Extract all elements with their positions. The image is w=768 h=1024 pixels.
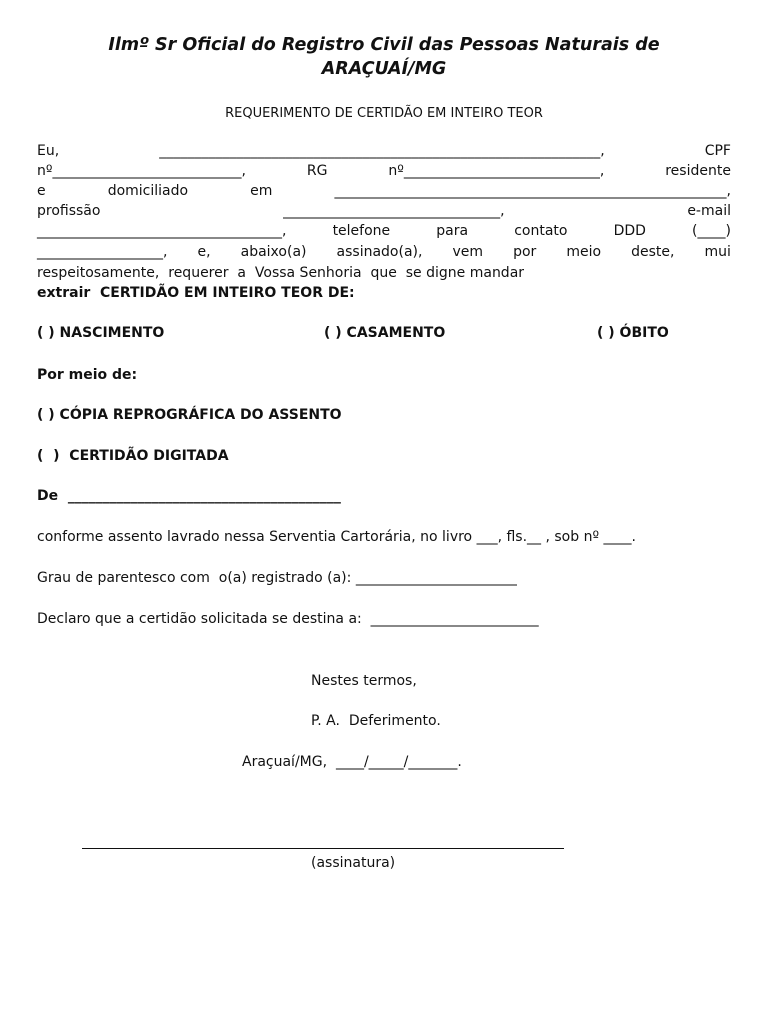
paragraph-line-4 (37, 201, 731, 221)
cpf-blank: nº___________________________, (37, 163, 246, 179)
email-blank: ___________________________________, (37, 223, 287, 239)
paragraph-line-6 (37, 242, 731, 262)
word: por (513, 244, 537, 260)
document-title-line2: ARAÇUAÍ/MG (321, 59, 447, 79)
word: meio (566, 244, 602, 260)
document-title-line1: Ilmº Sr Oficial do Registro Civil das Pessoas Naturais de (108, 35, 660, 55)
paragraph-line-3 (37, 181, 731, 201)
word: CPF (704, 143, 731, 159)
option-copia-reprografica[interactable]: ( ) CÓPIA REPROGRÁFICA DO ASSENTO (37, 407, 342, 423)
word: Eu, (37, 143, 60, 159)
word: e, (197, 244, 211, 260)
word: contato (514, 223, 568, 239)
word: abaixo(a) (240, 244, 307, 260)
word: RG (306, 163, 328, 179)
paragraph-line-7: respeitosamente, requerer a Vossa Senhoria que se digne mandar (37, 265, 525, 281)
paragraph-line-5 (37, 221, 731, 241)
phone-blank: __________________, (37, 244, 168, 260)
option-obito[interactable]: ( ) ÓBITO (597, 325, 669, 341)
option-certidao-digitada[interactable]: ( ) CERTIDÃO DIGITADA (37, 448, 229, 464)
word: vem (452, 244, 484, 260)
paragraph-line-1 (37, 141, 731, 161)
signature-line[interactable] (82, 848, 564, 849)
word: em (250, 183, 273, 199)
word: telefone (332, 223, 391, 239)
word: DDD (613, 223, 646, 239)
por-meio-de-label: Por meio de: (37, 367, 138, 383)
word: e (37, 183, 46, 199)
declaro-line[interactable]: Declaro que a certidão solicitada se destina a: ________________________ (37, 611, 539, 627)
document-subtitle: REQUERIMENTO DE CERTIDÃO EM INTEIRO TEOR (225, 106, 543, 121)
word: e-mail (687, 203, 731, 219)
conforme-assento-line: conforme assento lavrado nessa Serventia Cartorária, no livro ___, fls.__ , sob nº ____. (37, 529, 636, 545)
paragraph-line-2 (37, 161, 731, 181)
nestes-termos: Nestes termos, (311, 673, 417, 689)
de-field[interactable]: De _______________________________________ (37, 488, 341, 504)
profession-blank: _______________________________, (283, 203, 505, 219)
word: residente (665, 163, 731, 179)
local-data-line[interactable]: Araçuaí/MG, ____/_____/_______. (242, 754, 462, 770)
address-blank: ________________________________________________________, (334, 183, 731, 199)
word: para (436, 223, 469, 239)
word: deste, (631, 244, 675, 260)
word: assinado(a), (336, 244, 423, 260)
deferimento: P. A. Deferimento. (311, 713, 441, 729)
option-casamento[interactable]: ( ) CASAMENTO (324, 325, 446, 341)
signature-caption: (assinatura) (311, 855, 396, 871)
name-blank: _______________________________________________________________, (159, 143, 605, 159)
word: profissão (37, 203, 101, 219)
word: domiciliado (107, 183, 189, 199)
rg-blank: nº____________________________, (388, 163, 605, 179)
word: mui (704, 244, 731, 260)
ddd-blank: (____) (692, 223, 731, 239)
grau-parentesco-line[interactable]: Grau de parentesco com o(a) registrado (a): _______________________ (37, 570, 517, 586)
option-nascimento[interactable]: ( ) NASCIMENTO (37, 325, 165, 341)
paragraph-line-8: extrair CERTIDÃO EM INTEIRO TEOR DE: (37, 285, 355, 301)
